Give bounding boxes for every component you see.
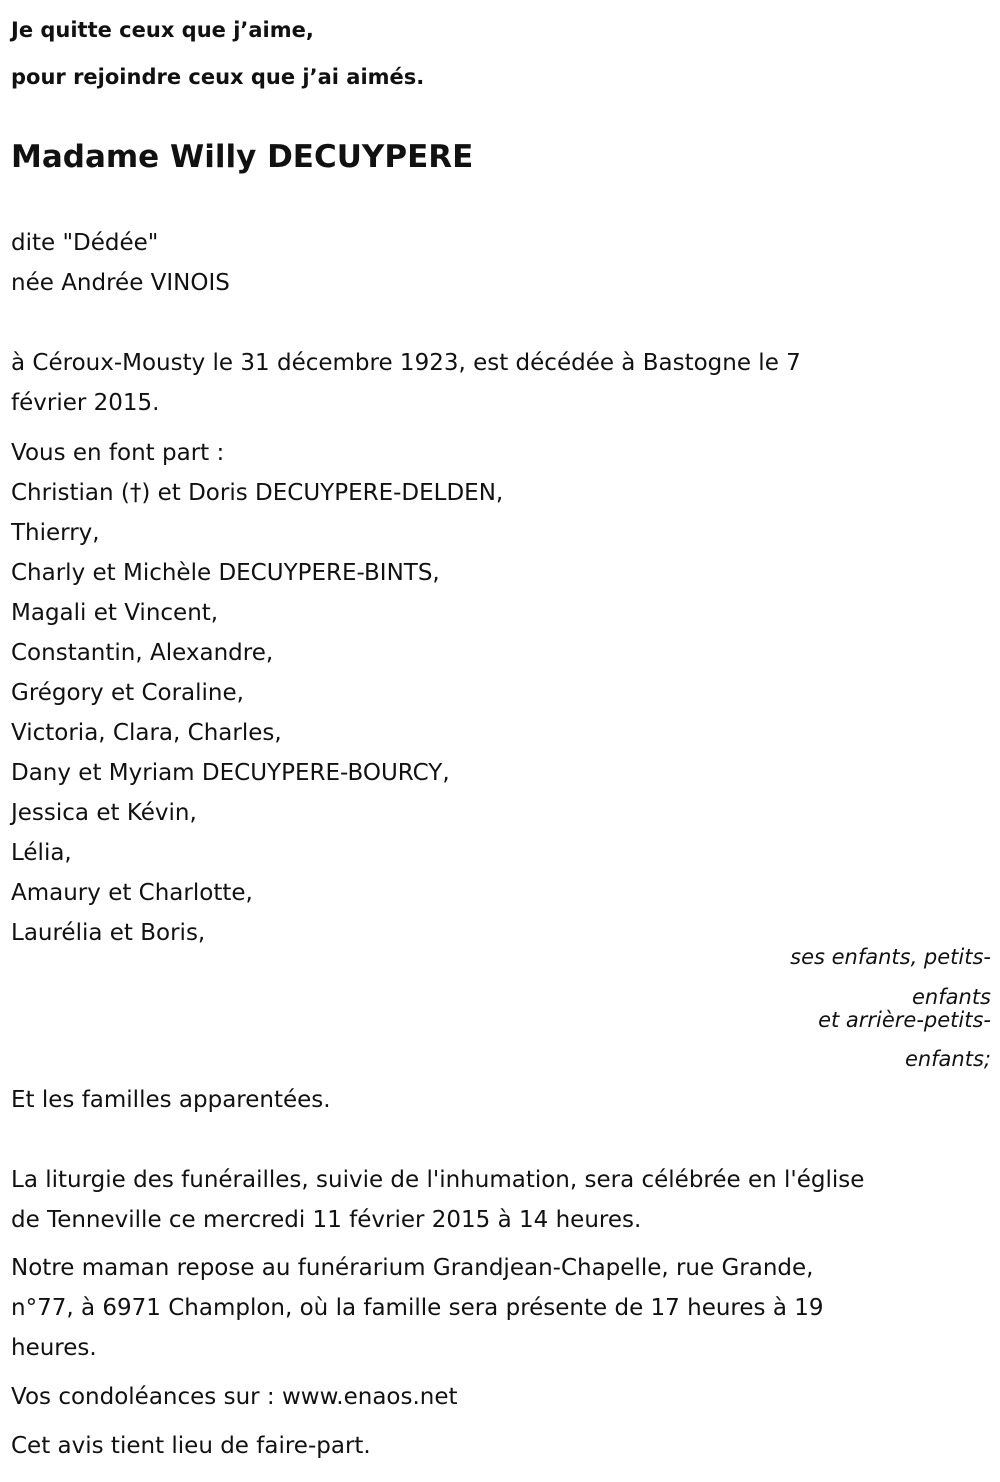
epitaph-line-2: pour rejoindre ceux que j’ai aimés. [11,65,425,89]
relation-line-1: ses enfants, petits- [790,945,991,969]
funeral-line-2: de Tenneville ce mercredi 11 février 2015 à 14 heures. [11,1207,642,1233]
birth-death-line-2: février 2015. [11,390,160,416]
family-member: Constantin, Alexandre, [11,640,274,666]
family-member: Magali et Vincent, [11,600,219,626]
family-member: Amaury et Charlotte, [11,880,253,906]
family-member: Victoria, Clara, Charles, [11,720,282,746]
visitation-line-1: Notre maman repose au funérarium Grandjean-Chapelle, rue Grande, [11,1255,814,1281]
family-member: Charly et Michèle DECUYPERE-BINTS, [11,560,440,586]
family-member: Jessica et Kévin, [11,800,197,826]
family-member: Lélia, [11,840,72,866]
epitaph-line-1: Je quitte ceux que j’aime, [11,18,314,42]
family-member: Dany et Myriam DECUYPERE-BOURCY, [11,760,450,786]
announcers-intro: Vous en font part : [11,440,225,466]
birth-death-line-1: à Céroux-Mousty le 31 décembre 1923, est décédée à Bastogne le 7 [11,350,801,376]
visitation-line-2: n°77, à 6971 Champlon, où la famille sera présente de 17 heures à 19 [11,1295,824,1321]
family-member: Laurélia et Boris, [11,920,206,946]
deceased-name-title: Madame Willy DECUYPERE [11,139,474,175]
relation-line-2: enfants [912,985,991,1009]
maiden-name: née Andrée VINOIS [11,270,230,296]
notice: Cet avis tient lieu de faire-part. [11,1433,371,1459]
funeral-line-1: La liturgie des funérailles, suivie de l'inhumation, sera célébrée en l'église [11,1167,865,1193]
relatives: Et les familles apparentées. [11,1087,331,1113]
relation-line-4: enfants; [904,1047,991,1071]
family-member: Grégory et Coraline, [11,680,244,706]
condolences: Vos condoléances sur : www.enaos.net [11,1384,458,1410]
relation-line-3: et arrière-petits- [818,1008,991,1032]
family-member: Christian (†) et Doris DECUYPERE-DELDEN, [11,480,504,506]
visitation-line-3: heures. [11,1335,97,1361]
nickname: dite "Dédée" [11,230,159,256]
family-member: Thierry, [11,520,100,546]
